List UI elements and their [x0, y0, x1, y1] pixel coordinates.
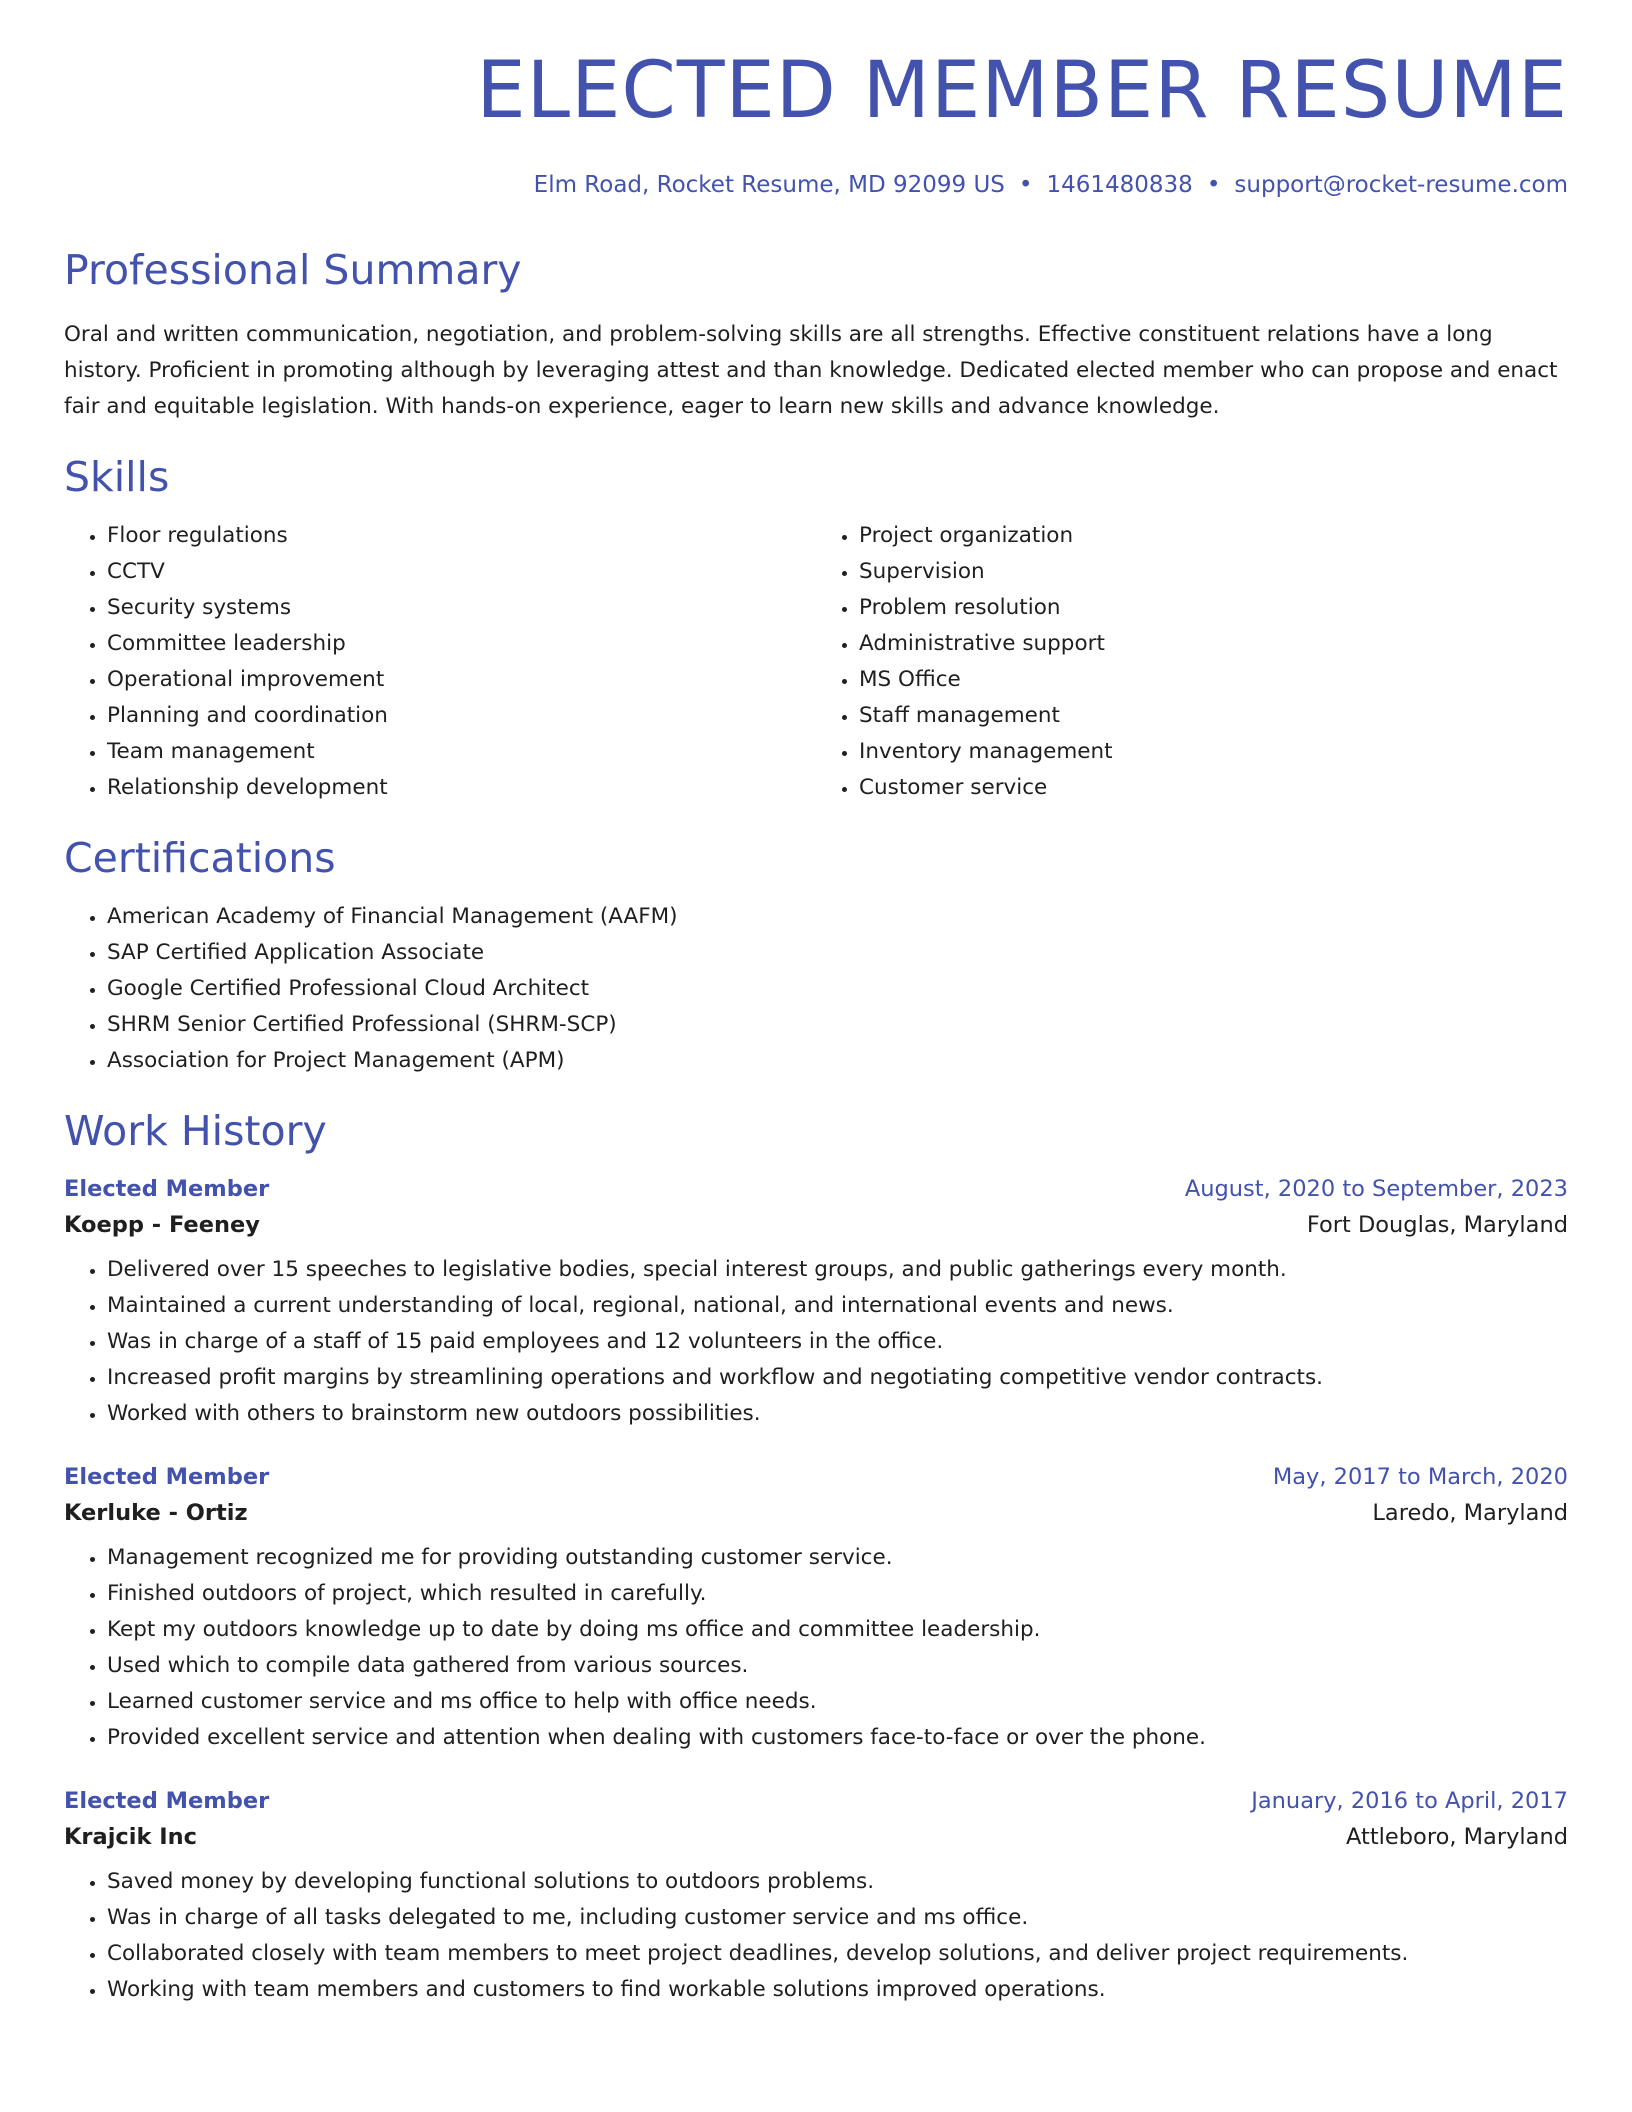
list-item: • Administrative support	[859, 626, 1568, 662]
job-subheader	[64, 1500, 1568, 1526]
job-company: Koepp - Feeney	[64, 1212, 260, 1239]
summary-section	[64, 248, 1568, 425]
job-role: Elected Member	[64, 1176, 270, 1203]
list-item: • Management recognized me for providing outstanding customer service.	[107, 1540, 1568, 1576]
job-dates: August, 2020 to September, 2023	[1184, 1176, 1568, 1203]
list-item: • CCTV	[107, 554, 816, 590]
list-item: • Supervision	[859, 554, 1568, 590]
job-subheader	[64, 1824, 1568, 1850]
separator-dot: •	[1206, 172, 1221, 198]
list-item: • Staff management	[859, 698, 1568, 734]
list-item: • Team management	[107, 734, 816, 770]
skills-columns	[64, 518, 1568, 806]
job-bullets	[64, 1540, 1568, 1756]
list-item: • Used which to compile data gathered from various sources.	[107, 1648, 1568, 1684]
job-entry	[64, 1176, 1568, 1432]
job-header	[64, 1788, 1568, 1814]
list-item: • Saved money by developing functional solutions to outdoors problems.	[107, 1864, 1568, 1900]
list-item: • Was in charge of all tasks delegated to me, including customer service and ms office.	[107, 1900, 1568, 1936]
job-header	[64, 1176, 1568, 1202]
job-location: Fort Douglas, Maryland	[1306, 1212, 1568, 1239]
list-item: • Maintained a current understanding of local, regional, national, and international events and news.	[107, 1288, 1568, 1324]
list-item: • Was in charge of a staff of 15 paid employees and 12 volunteers in the office.	[107, 1324, 1568, 1360]
list-item: • American Academy of Financial Management (AAFM)	[107, 899, 1568, 935]
list-item: • Learned customer service and ms office to help with office needs.	[107, 1684, 1568, 1720]
job-role: Elected Member	[64, 1464, 270, 1491]
list-item: • SHRM Senior Certified Professional (SHRM-SCP)	[107, 1007, 1568, 1043]
job-dates: May, 2017 to March, 2020	[1272, 1464, 1568, 1491]
resume-title: ELECTED MEMBER RESUME	[476, 46, 1568, 136]
list-item: • Customer service	[859, 770, 1568, 806]
job-company: Kerluke - Ortiz	[64, 1500, 248, 1527]
job-entry	[64, 1464, 1568, 1756]
job-header	[64, 1464, 1568, 1490]
skills-list-right	[816, 518, 1568, 806]
section-heading: Certifications	[64, 834, 336, 883]
work-history-section	[64, 1109, 1568, 2008]
job-role: Elected Member	[64, 1788, 270, 1815]
list-item: • Planning and coordination	[107, 698, 816, 734]
list-item: • Project organization	[859, 518, 1568, 554]
job-company: Krajcik Inc	[64, 1824, 198, 1851]
list-item: • Google Certified Professional Cloud Architect	[107, 971, 1568, 1007]
address: Elm Road, Rocket Resume, MD 92099 US	[533, 172, 1005, 198]
list-item: • Increased profit margins by streamlining operations and workflow and negotiating competitive vendor contracts.	[107, 1360, 1568, 1396]
list-item: • Delivered over 15 speeches to legislative bodies, special interest groups, and public gatherings every month.	[107, 1252, 1568, 1288]
job-entry	[64, 1788, 1568, 2008]
list-item: • Security systems	[107, 590, 816, 626]
certifications-section	[64, 836, 1568, 1079]
job-dates: January, 2016 to April, 2017	[1251, 1788, 1568, 1815]
list-item: • Working with team members and customers to find workable solutions improved operations.	[107, 1972, 1568, 2008]
job-bullets	[64, 1252, 1568, 1432]
list-item: • Worked with others to brainstorm new outdoors possibilities.	[107, 1396, 1568, 1432]
job-location: Laredo, Maryland	[1372, 1500, 1568, 1527]
list-item: • Collaborated closely with team members to meet project deadlines, develop solutions, and deliver project requirements.	[107, 1936, 1568, 1972]
list-item: • Kept my outdoors knowledge up to date by doing ms office and committee leadership.	[107, 1612, 1568, 1648]
skills-section	[64, 455, 1568, 806]
skills-list-left	[64, 518, 816, 806]
section-heading: Work History	[64, 1107, 327, 1156]
job-location: Attleboro, Maryland	[1346, 1824, 1568, 1851]
section-heading: Skills	[64, 453, 170, 502]
list-item: • Association for Project Management (APM)	[107, 1043, 1568, 1079]
list-item: • SAP Certified Application Associate	[107, 935, 1568, 971]
section-heading: Professional Summary	[64, 246, 522, 294]
phone: 1461480838	[1046, 172, 1193, 198]
list-item: • Operational improvement	[107, 662, 816, 698]
list-item: • Floor regulations	[107, 518, 816, 554]
summary-text: Oral and written communication, negotiation, and problem-solving skills are all strengths. Effective constituent relations have a long history. Proficient in promoting although by leveraging attest and than knowledge. Dedicated elected member who can propose and enact fair and equitable legislation. With hands-on experience, eager to learn new skills and advance knowledge.	[64, 322, 1558, 420]
job-bullets	[64, 1864, 1568, 2008]
list-item: • Problem resolution	[859, 590, 1568, 626]
list-item: • Provided excellent service and attention when dealing with customers face-to-face or over the phone.	[107, 1720, 1568, 1756]
list-item: • MS Office	[859, 662, 1568, 698]
list-item: • Committee leadership	[107, 626, 816, 662]
certifications-list	[64, 899, 1568, 1079]
list-item: • Relationship development	[107, 770, 816, 806]
contact-line	[64, 172, 1568, 198]
job-subheader	[64, 1212, 1568, 1238]
list-item: • Finished outdoors of project, which resulted in carefully.	[107, 1576, 1568, 1612]
separator-dot: •	[1018, 172, 1033, 198]
email: support@rocket-resume.com	[1234, 172, 1568, 198]
list-item: • Inventory management	[859, 734, 1568, 770]
